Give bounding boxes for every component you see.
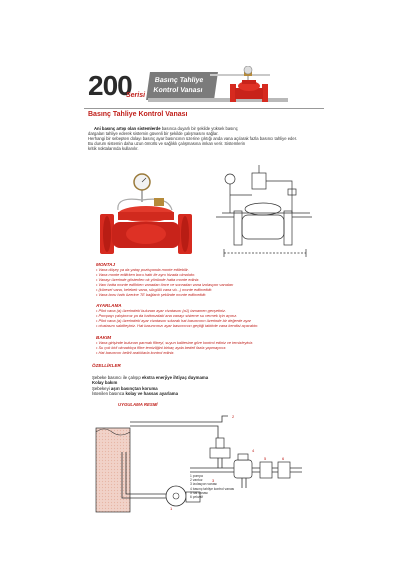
intro-lead: Ani basınç artışı olan sistemlerde [94,126,161,131]
ayarlama-title: AYARLAMA [96,303,122,308]
ayarlama-list [96,308,258,328]
montaj-list [96,267,233,297]
bakim-section [96,335,253,355]
series-number: 200 [88,70,132,101]
svg-text:3: 3 [212,478,215,483]
list-item: • (küresel vana, kelebek vana, sürgülü vana vb...) monte edilmelidir. [96,287,233,292]
legend-item: 6 çekvalf [190,495,204,500]
valve-photo [96,170,196,260]
list-item: • Vana boru hattı üzerine TE bağlantı şeklinde monte edilmelidir. [96,292,233,297]
features-list [92,375,292,397]
svg-text:5: 5 [264,456,267,461]
intro-line3: Herhangi bir sebepten dolayı basınç ayar basıncının üzerine çıktığı anda vana açılarak fazla basıncı tahliye eder. [88,136,298,141]
title-divider [84,108,324,109]
svg-text:2: 2 [232,414,235,419]
intro-line5: kritik noktalarında kullanılır. [88,146,139,151]
svg-text:1: 1 [170,506,173,511]
page-title: Basınç Tahliye Kontrol Vanası [88,111,188,118]
list-item: • Vanı hatta monte edilirken vanadan önce ve sonradan vana izolasyon vanaları [96,282,233,287]
list-item: • Su çok kirli olmadıkça filtre temizliğini birkaç ayda bedeli fazla yapmayınız. [96,345,253,350]
intro-line2: dargaları tahliye ederek sistemin güvenli bir şekilde çalışmasını sağlar. [88,131,219,136]
bakim-list [96,340,253,355]
montaj-section [96,262,233,297]
legend-item: 5 hat vanası [190,490,208,495]
list-item: • Pilot vana (a) üzerindeki ayar civatasını sıkarak hat basıncının üzerinde bir değerde ayar [96,318,258,323]
legend-item: 3 izolasyon vanası [190,482,218,487]
intro-line4: Bu durum sistemin daha uzun ömürlü ve sağlıklı çalışmasına imkan verir. Sistemlerin [88,141,246,146]
list-item: • Hat basıncını belirli aralıklarla kontrol ediniz. [96,350,253,355]
legend-item: 2 vantuz [190,478,203,483]
product-banner [146,72,218,100]
feature-item: Kolay bakım [92,380,118,386]
ozellikler-title: ÖZELLİKLER [92,363,121,368]
legend-item: 1 pompa [190,474,203,478]
installation-title: UYGULAMA RESMİ [118,402,158,407]
valve-schematic [212,165,322,260]
list-item: • Vana düşey ya da yatay pozisyonda monte edilebilir. [96,267,233,272]
list-item: • Pilot vana (a) üzerindeki bulunan ayar civatasını (a1) tamamen gevşetiniz. [96,308,258,313]
list-item: • Pompayı çalıştırınız ya da hattınızdaki ana vanayı sisteme su vermek için açınız. [96,313,258,318]
list-item: • civatasını sabitleyiniz. Hat basıncınızı ayar basıncınızı geçtiği taktirde vana kendisi açacaktır. [96,323,258,328]
ayarlama-section [96,303,258,328]
ozellikler-title-wrap [92,363,121,368]
intro-line1: basınca duyarlı bir şekilde yüksek basınç [160,126,238,131]
banner-line1: Basınç Tahliye [154,77,204,84]
intro-paragraph [88,126,318,151]
svg-text:6: 6 [282,456,285,461]
svg-text:4: 4 [252,448,255,453]
header-valve-image [226,66,272,106]
feature-item: Şebekeyi aşırı basınçtan koruma [92,385,158,391]
legend-item: 4 basınç tahliye kontrol vanası [190,486,235,491]
list-item: • Vana girişinde bulunan parmak filtreyi, suyun kalitesine göre kontrol ediniz ve temizleyiniz. [96,340,253,345]
installation-drawing [92,408,317,518]
bakim-title: BAKIM [96,335,112,340]
installation-legend [190,474,234,499]
list-item: • Vana monte edilirken boru hattı ile aynı hizada olmalıdır. [96,272,233,277]
feature-item: İstenilen basınca kolay ve hassas ayarlama [92,391,179,397]
montaj-title: MONTAJ [96,262,116,267]
list-item: • Vanayı üzerinde gösterilen ok yönünde hatta monte ediniz. [96,277,233,282]
feature-item: Şebeke basıncı ile çalışıp ekstra enerjiye ihtiyaç duymama [92,375,209,380]
series-word: Serisi [126,92,146,99]
banner-line2: Kontrol Vanası [152,87,203,94]
